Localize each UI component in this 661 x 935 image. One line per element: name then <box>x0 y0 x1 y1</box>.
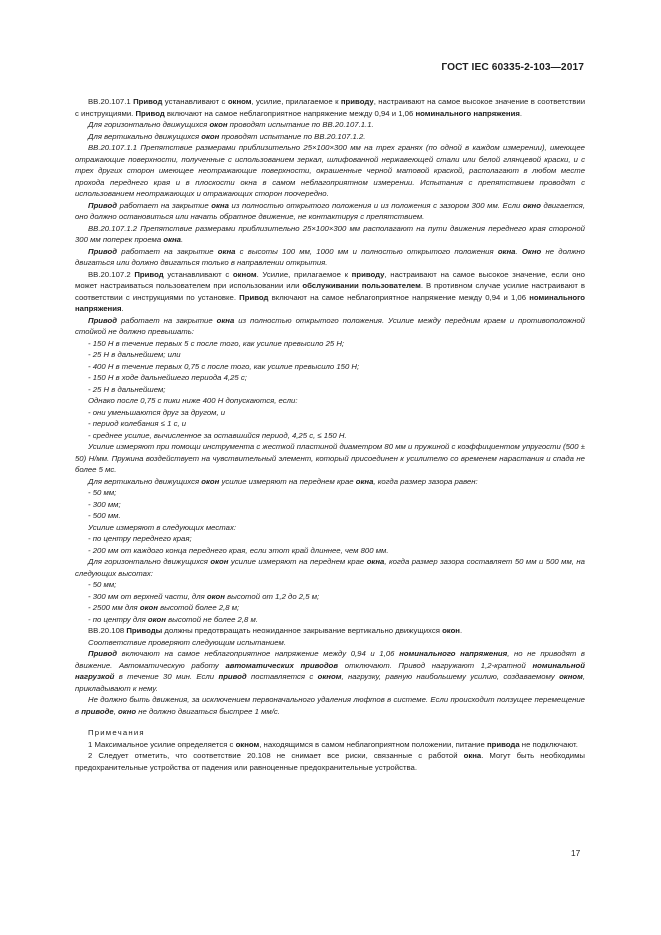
list-item: - среднее усилие, вычисленное за оставшийся период, 4,25 с, ≤ 150 Н. <box>88 430 347 440</box>
para-horizontal-measure: Для горизонтально движущихся окон усилие измеряют на переднем крае окна, когда размер зазора составляет 50 мм и 500 мм, на следующих высотах: <box>75 557 585 578</box>
page-number: 17 <box>571 848 581 858</box>
para-108: ВВ.20.108 Приводы должны предотвращать неожиданное закрывание вертикально движущихся окон. <box>88 626 463 635</box>
para-horizontal: Для горизонтально движущихся окон проводят испытание по ВВ.20.107.1.1. <box>88 120 374 129</box>
list-item: - они уменьшаются друг за другом, и <box>88 407 226 417</box>
list-item: - 2500 мм для окон высотой более 2,8 м; <box>88 603 240 612</box>
notes-heading: Примечания <box>88 728 145 737</box>
list-item: - 25 Н в дальнейшем; <box>88 384 166 394</box>
document-header: ГОСТ IEC 60335-2-103—2017 <box>441 62 584 73</box>
list-item: - 150 Н в течение первых 5 с после того, как усилие превысило 25 Н; <box>88 338 345 348</box>
para-107-1-1: ВВ.20.107.1.1 Препятствие размерами приблизительно 25×100×300 мм на трех гранях (по одной в каждом измерении), имеющее отражающие поверхности, полученные с использованием зеркал, шлифованной нержавеющей стали или белой глянцевой краски, и с трех других сторон имеющее неотражающие поверхности, окрашенные черной матовой краской, располагают в любом месте прохода переднего края и в плоскости окна в самом неблагоприятном измерении. Испытания с препятствием проводят с использованием неотражающих и отражающих сторон поочередно. <box>75 143 585 198</box>
para-close-test-2: Привод работает на закрытие окна с высоты 100 мм, 1000 мм и полностью открытого положения окна. Окно не должно двигаться или должно двигаться только в направлении открытия. <box>75 246 585 267</box>
list-item: - период колебания ≤ 1 с, и <box>88 419 187 428</box>
note-item: 1 Максимальное усилие определяется с окном, находящимся в самом неблагоприятном положении, питание привода не подключают. <box>88 739 578 749</box>
list-item: - 50 мм; <box>88 580 117 589</box>
para-107-1: ВВ.20.107.1 Привод устанавливают с окном, усилие, прилагаемое к приводу, настраивают на самое высокое значение в соответствии с инструкциями. Привод включают на самое неблагоприятное напряжение между 0,94 и 1,06 номинального напряжения. <box>75 97 586 118</box>
list-item: - 25 Н в дальнейшем; или <box>88 350 181 359</box>
list-item: - 300 мм от верхней части, для окон высотой от 1,2 до 2,5 м; <box>88 591 320 601</box>
para-measure-tool: Усилие измеряют при помощи инструмента с жесткой пластиной диаметром 80 мм и пружиной с коэффициентом упругости (500 ± 50) Н/мм. Пружина воздействует на чувствительный элемент, который присоединен к усилителю со временем нарастания и спада не более 5 мс. <box>75 442 585 474</box>
list-item: - 50 мм; <box>88 488 117 497</box>
para-compliance: Соответствие проверяют следующим испытанием. <box>88 637 286 647</box>
para-vertical: Для вертикально движущихся окон проводят испытание по ВВ.20.107.1.2. <box>88 131 366 141</box>
list-item: - 150 Н в ходе дальнейшего периода 4,25 с; <box>88 373 247 382</box>
para-close-test: Привод работает на закрытие окна из полностью открытого положения и из положения с зазором 300 мм. Если окно двигается, оно должно остановиться или начать обратное движение, не контактируя с препятствием. <box>75 200 585 221</box>
para-no-movement: Не должно быть движения, за исключением первоначального удаления люфтов в системе. Если происходит ползущее перемещение в приводе, окно не должно двигаться быстрее 1 мм/с. <box>75 695 585 716</box>
para-vertical-measure: Для вертикально движущихся окон усилие измеряют на переднем крае окна, когда размер зазора равен: <box>88 476 478 486</box>
para-peaks: Однако после 0,75 с пики ниже 400 Н допускаются, если: <box>88 396 298 405</box>
para-107-2: ВВ.20.107.2 Привод устанавливают с окном. Усилие, прилагаемое к приводу, настраивают на самое высокое значение, если оно может настраиваться пользователем при использовании или обслуживании пользователем. В противном случае усилие настраивают в соответствии с инструкциями по установке. Привод включают на самое неблагоприятное напряжение между 0,94 и 1,06 номинального напряжения. <box>75 269 585 313</box>
list-item: - по центру для окон высотой не более 2,8 м. <box>88 614 258 624</box>
para-force-limit: Привод работает на закрытие окна из полностью открытого положения. Усилие между передним краем и противоположной стойкой не должно превышать: <box>75 315 585 336</box>
note-item: 2 Следует отметить, что соответствие 20.108 не снимает все риски, связанные с работой окна. Могут быть необходимы предохранительные устройства от падения или равноценные предохранительные устройства. <box>75 751 585 772</box>
list-item: - 200 мм от каждого конца переднего края, если этот край длиннее, чем 800 мм. <box>88 545 389 555</box>
list-item: - 400 Н в течение первых 0,75 с после того, как усилие превысило 150 Н; <box>88 361 360 371</box>
para-107-1-2: ВВ.20.107.1.2 Препятствие размерами приблизительно 25×100×300 мм располагают на пути движения переднего края стороной 300 мм поперек проема окна. <box>75 223 585 244</box>
list-item: - 500 мм. <box>88 511 121 520</box>
list-item: - 300 мм; <box>88 499 121 509</box>
para-108-test: Привод включают на самое неблагоприятное напряжение между 0,94 и 1,06 номинального напряжения, но не приводят в движение. Автоматическую работу автоматических приводов отключают. Привод нагружают 1,2-кратной номинальной нагрузкой в течение 30 мин. Если привод поставляется с окном, нагрузку, равную наибольшему усилию, создаваемому окном, прикладывают к нему. <box>75 649 586 693</box>
para-locations: Усилие измеряют в следующих местах: <box>88 522 236 532</box>
list-item: - по центру переднего края; <box>88 534 192 543</box>
document-body <box>75 96 585 773</box>
